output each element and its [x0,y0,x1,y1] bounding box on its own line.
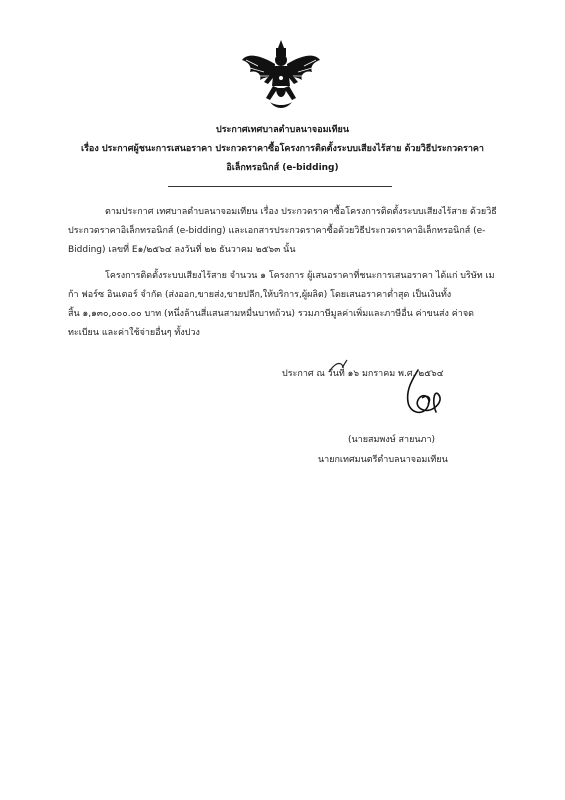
garuda-emblem-icon [240,38,322,114]
organization-title: ประกาศเทศบาลตำบลนาจอมเทียน [216,125,349,135]
paragraph-1-line-3: Bidding) เลขที่ E๑/๒๕๖๔ ลงวันที่ ๒๒ ธันวาคม ๒๕๖๓ นั้น [68,245,296,255]
handwritten-signature-icon [398,368,444,420]
signer-name: (นายสมพงษ์ สายนภา) [348,435,436,445]
subject-line-2: อิเล็กทรอนิกส์ (e-bidding) [226,163,339,173]
paragraph-2-line-2: ก้า ฟอร์ซ อินเตอร์ จำกัด (ส่งออก,ขายส่ง,ขายปลีก,ให้บริการ,ผู้ผลิต) โดยเสนอราคาต่ำสุด เป็นเงินทั้ง [68,290,452,300]
separator-rule [168,186,392,187]
handwritten-date-mark-icon [327,356,351,376]
paragraph-1-line-2: ประกวดราคาอิเล็กทรอนิกส์ (e-bidding) และเอกสารประกวดราคาซื้อด้วยวิธีประกวดราคาอิเล็กทรอนิกส์ (e- [68,226,486,236]
paragraph-2-line-1: โครงการติดตั้งระบบเสียงไร้สาย จำนวน ๑ โครงการ ผู้เสนอราคาที่ชนะการเสนอราคา ได้แก่ บริษัท เม [105,271,495,281]
paragraph-1-line-1: ตามประกาศ เทศบาลตำบลนาจอมเทียน เรื่อง ประกวดราคาซื้อโครงการติดตั้งระบบเสียงไร้สาย ด้วยวิธี [105,207,497,217]
paragraph-2-line-3: สิ้น ๑,๑๓๐,๐๐๐.๐๐ บาท (หนึ่งล้านสี่แสนสามหมื่นบาทถ้วน) รวมภาษีมูลค่าเพิ่มและภาษีอื่น ค่าขนส่ง ค่าจด [68,309,474,319]
signer-title: นายกเทศมนตรีตำบลนาจอมเทียน [318,455,448,465]
announcement-date: ประกาศ ณ วันที่ ๑๖ มกราคม พ.ศ. ๒๕๖๔ [282,369,444,379]
paragraph-2-line-4: ทะเบียน และค่าใช้จ่ายอื่นๆ ทั้งปวง [68,328,200,338]
subject-line-1: เรื่อง ประกาศผู้ชนะการเสนอราคา ประกวดราคาซื้อโครงการติดตั้งระบบเสียงไร้สาย ด้วยวิธีประกวดราคา [81,144,484,154]
